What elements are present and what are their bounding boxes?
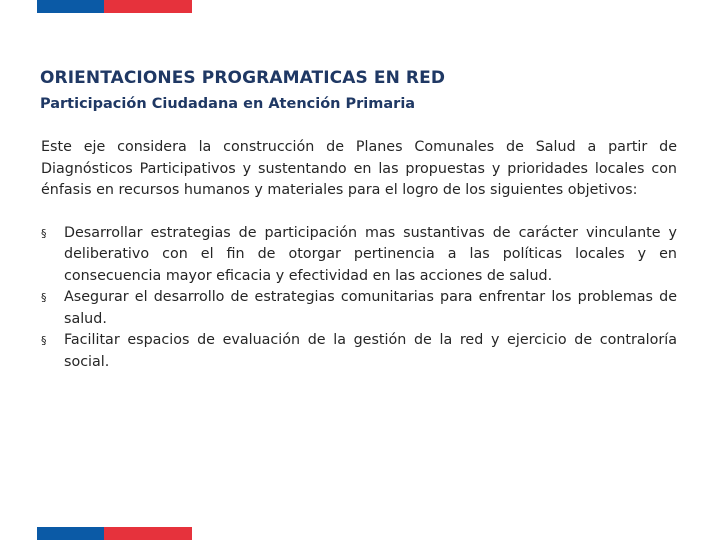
bottom-flag-bar [37,527,192,540]
flag-blue-segment [37,0,104,13]
bullet-marker-icon: § [41,291,47,304]
flag-red-segment [104,527,192,540]
list-item [41,330,677,373]
slide-body [41,137,677,373]
flag-blue-segment [37,527,104,540]
objectives-list [41,223,677,374]
list-item-text: Facilitar espacios de evaluación de la gestión de la red y ejercicio de contraloría social. [64,332,677,370]
intro-paragraph: Este eje considera la construcción de Planes Comunales de Salud a partir de Diagnósticos Participativos y sustentando en las propuestas y prioridades locales con énfasis en recursos humanos y materiales para el logro de los siguientes objetivos: [41,139,677,198]
list-item [41,287,677,330]
bullet-marker-icon: § [41,334,47,347]
top-flag-bar [37,0,192,13]
list-item [41,223,677,288]
slide-title: ORIENTACIONES PROGRAMATICAS EN RED [40,68,446,88]
list-item-text: Desarrollar estrategias de participación mas sustantivas de carácter vinculante y deliberativo con el fin de otorgar pertinencia a las políticas locales y en consecuencia mayor eficacia y efectividad en las acciones de salud. [64,224,677,284]
bullet-marker-icon: § [41,226,47,240]
list-item-text: Asegurar el desarrollo de estrategias comunitarias para enfrentar los problemas de salud. [64,289,677,327]
slide-subtitle: Participación Ciudadana en Atención Primaria [40,96,416,112]
flag-red-segment [104,0,192,13]
